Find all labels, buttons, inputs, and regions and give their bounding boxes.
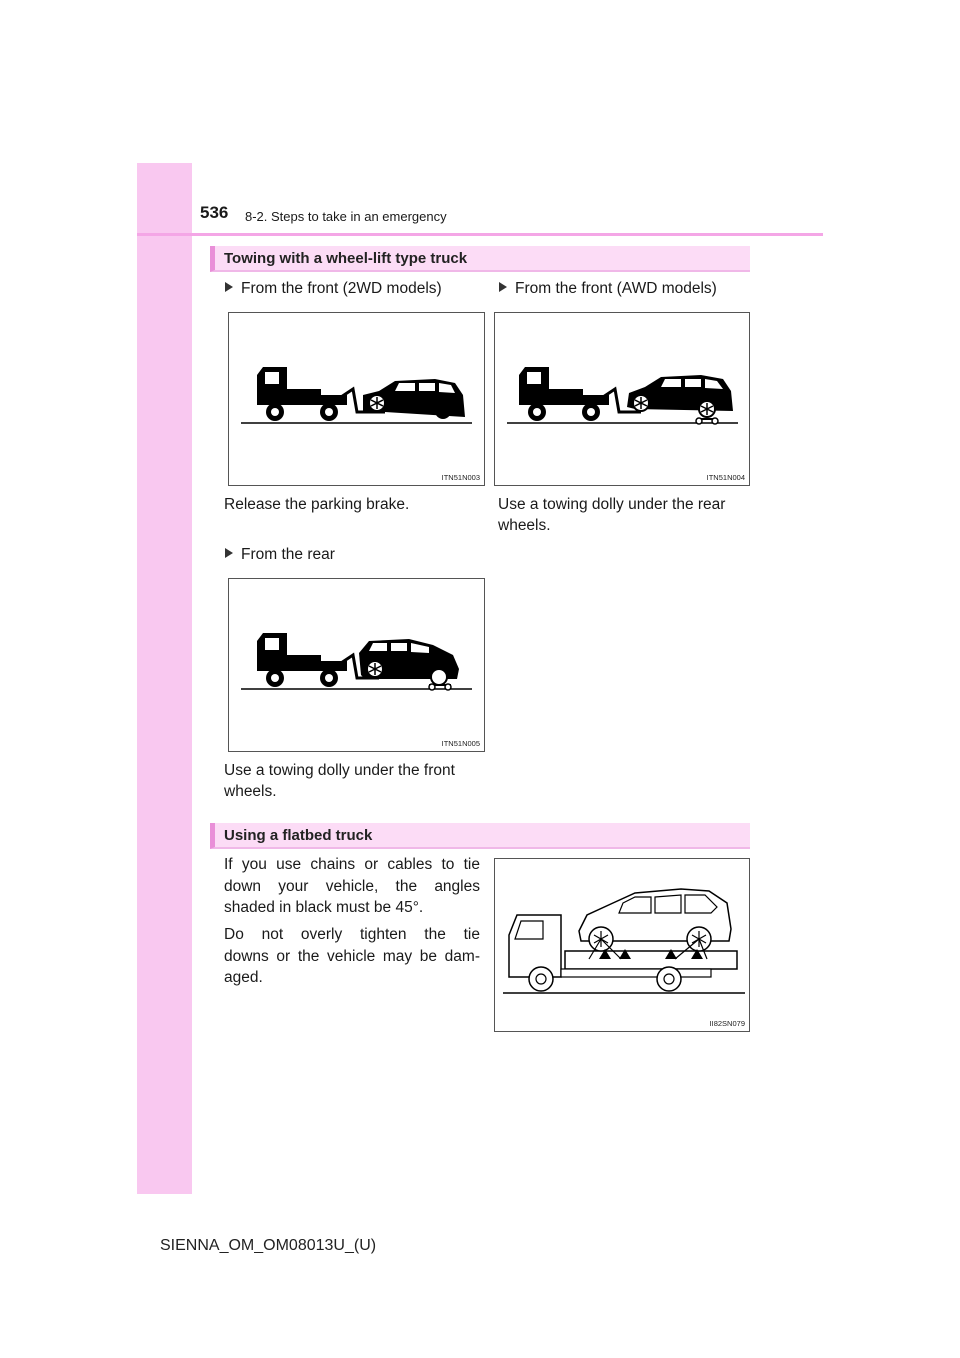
figure-front-2wd <box>228 312 485 486</box>
caption-front-awd-line2: wheels. <box>498 517 551 534</box>
paragraph-line: shaded in black must be 45°. <box>224 899 424 916</box>
paragraph-line: down your vehicle, the angles <box>224 877 480 895</box>
figure-front-awd <box>494 312 750 486</box>
bullet-arrow-icon <box>225 282 233 292</box>
figure-code: ITN51N004 <box>706 473 745 482</box>
flatbed-paragraph-1 <box>224 854 480 919</box>
figure-flatbed <box>494 858 750 1032</box>
bullet-arrow-icon <box>499 282 507 292</box>
figure-code: ITN51N005 <box>441 739 480 748</box>
figure-from-rear <box>228 578 485 752</box>
figure-code: ITN51N003 <box>441 473 480 482</box>
bullet-from-rear <box>225 546 335 564</box>
bullet-label: From the front (2WD models) <box>241 280 442 297</box>
bullet-front-awd <box>499 280 717 298</box>
caption-from-rear-line2: wheels. <box>224 783 277 800</box>
section-title: Using a flatbed truck <box>224 827 373 844</box>
paragraph-line: aged. <box>224 969 263 986</box>
section-title: Towing with a wheel-lift type truck <box>224 250 468 267</box>
bullet-arrow-icon <box>225 548 233 558</box>
paragraph-line: downs or the vehicle may be dam- <box>224 947 480 965</box>
section-heading-flatbed <box>210 823 750 849</box>
page-number: 536 <box>200 203 229 222</box>
caption-front-awd-line1: Use a towing dolly under the rear <box>498 496 726 513</box>
chapter-title: 8-2. Steps to take in an emergency <box>245 209 447 224</box>
bullet-label: From the rear <box>241 546 335 563</box>
tow-truck-illustration-icon <box>229 579 486 753</box>
tow-truck-illustration-icon <box>229 313 486 487</box>
paragraph-line: If you use chains or cables to tie <box>224 856 480 873</box>
caption-front-2wd: Release the parking brake. <box>224 496 410 513</box>
header-divider <box>137 233 823 236</box>
sidebar-tab <box>137 163 192 1194</box>
figure-code: II82SN079 <box>709 1019 745 1028</box>
section-heading-wheel-lift <box>210 246 750 272</box>
document-id: SIENNA_OM_OM08013U_(U) <box>160 1237 377 1254</box>
bullet-label: From the front (AWD models) <box>515 280 717 297</box>
paragraph-line: Do not overly tighten the tie <box>224 926 480 943</box>
flatbed-truck-illustration-icon <box>495 859 751 1033</box>
bullet-front-2wd <box>225 280 442 298</box>
flatbed-paragraph-2 <box>224 924 480 989</box>
caption-from-rear-line1: Use a towing dolly under the front <box>224 762 455 779</box>
tow-truck-illustration-icon <box>495 313 751 487</box>
